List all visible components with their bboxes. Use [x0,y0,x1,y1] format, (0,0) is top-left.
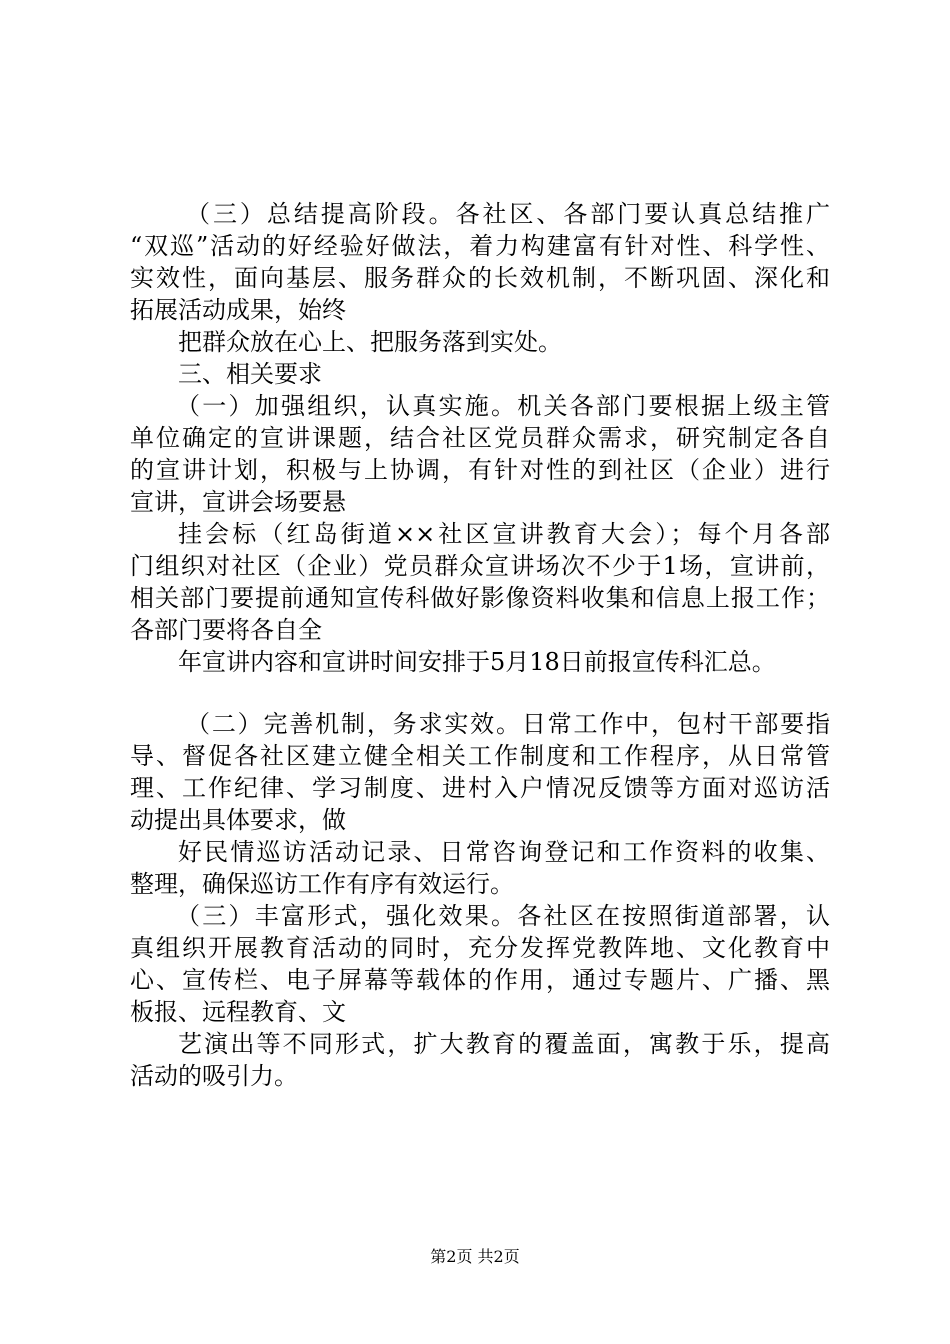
paragraph-line: 艺演出等不同形式，扩大教育的覆盖面，寓教于乐，提高 [178,1030,830,1058]
paragraph-line: （一）加强组织，认真实施。机关各部门要根据上级主管 [176,392,830,420]
paragraph-line: （三）总结提高阶段。各社区、各部门要认真总结推广 [186,200,830,228]
paragraph-line: 相关部门要提前通知宣传科做好影像资料收集和信息上报工作； [130,584,830,612]
paragraph-line: 的宣讲计划，积极与上协调，有针对性的到社区（企业）进行 [130,456,830,484]
paragraph-gap [130,678,830,708]
paragraph-line: （三）丰富形式，强化效果。各社区在按照街道部署，认 [176,902,830,930]
paragraph-line: 导、督促各社区建立健全相关工作制度和工作程序，从日常管 [130,742,830,770]
paragraph-line: 真组织开展教育活动的同时，充分发挥党教阵地、文化教育中 [130,934,830,962]
paragraph-line: “双巡”活动的好经验好做法，着力构建富有针对性、科学性、 [130,232,830,260]
paragraph-line: 单位确定的宣讲课题，结合社区党员群众需求，研究制定各自 [130,424,830,452]
paragraph-line: 把群众放在心上、把服务落到实处。 [178,328,562,356]
paragraph-line: 宣讲，宣讲会场要悬 [130,488,346,516]
paragraph-line: 拓展活动成果，始终 [130,296,346,324]
paragraph-line: （二）完善机制，务求实效。日常工作中，包村干部要指 [186,710,830,738]
paragraph-line: 板报、远程教育、文 [130,998,346,1026]
paragraph-line: 整理，确保巡访工作有序有效运行。 [130,870,514,898]
document-body [130,198,830,1092]
paragraph-line: 好民情巡访活动记录、日常咨询登记和工作资料的收集、 [178,838,830,866]
section-heading: 三、相关要求 [178,360,322,388]
paragraph-line: 动提出具体要求，做 [130,806,346,834]
paragraph-line: 各部门要将各自全 [130,616,322,644]
paragraph-line: 年宣讲内容和宣讲时间安排于5月18日前报宣传科汇总。 [178,648,776,676]
paragraph-line: 心、宣传栏、电子屏幕等载体的作用，通过专题片、广播、黑 [130,966,830,994]
paragraph-line: 挂会标（红岛街道××社区宣讲教育大会）；每个月各部 [178,520,830,548]
paragraph-line: 门组织对社区（企业）党员群众宣讲场次不少于1场，宣讲前， [130,552,830,580]
page-number-footer: 第2页 共2页 [430,1247,520,1266]
paragraph-line: 实效性，面向基层、服务群众的长效机制，不断巩固、深化和 [130,264,830,292]
paragraph-line: 活动的吸引力。 [130,1062,298,1090]
paragraph-line: 理、工作纪律、学习制度、进村入户情况反馈等方面对巡访活 [130,774,830,802]
